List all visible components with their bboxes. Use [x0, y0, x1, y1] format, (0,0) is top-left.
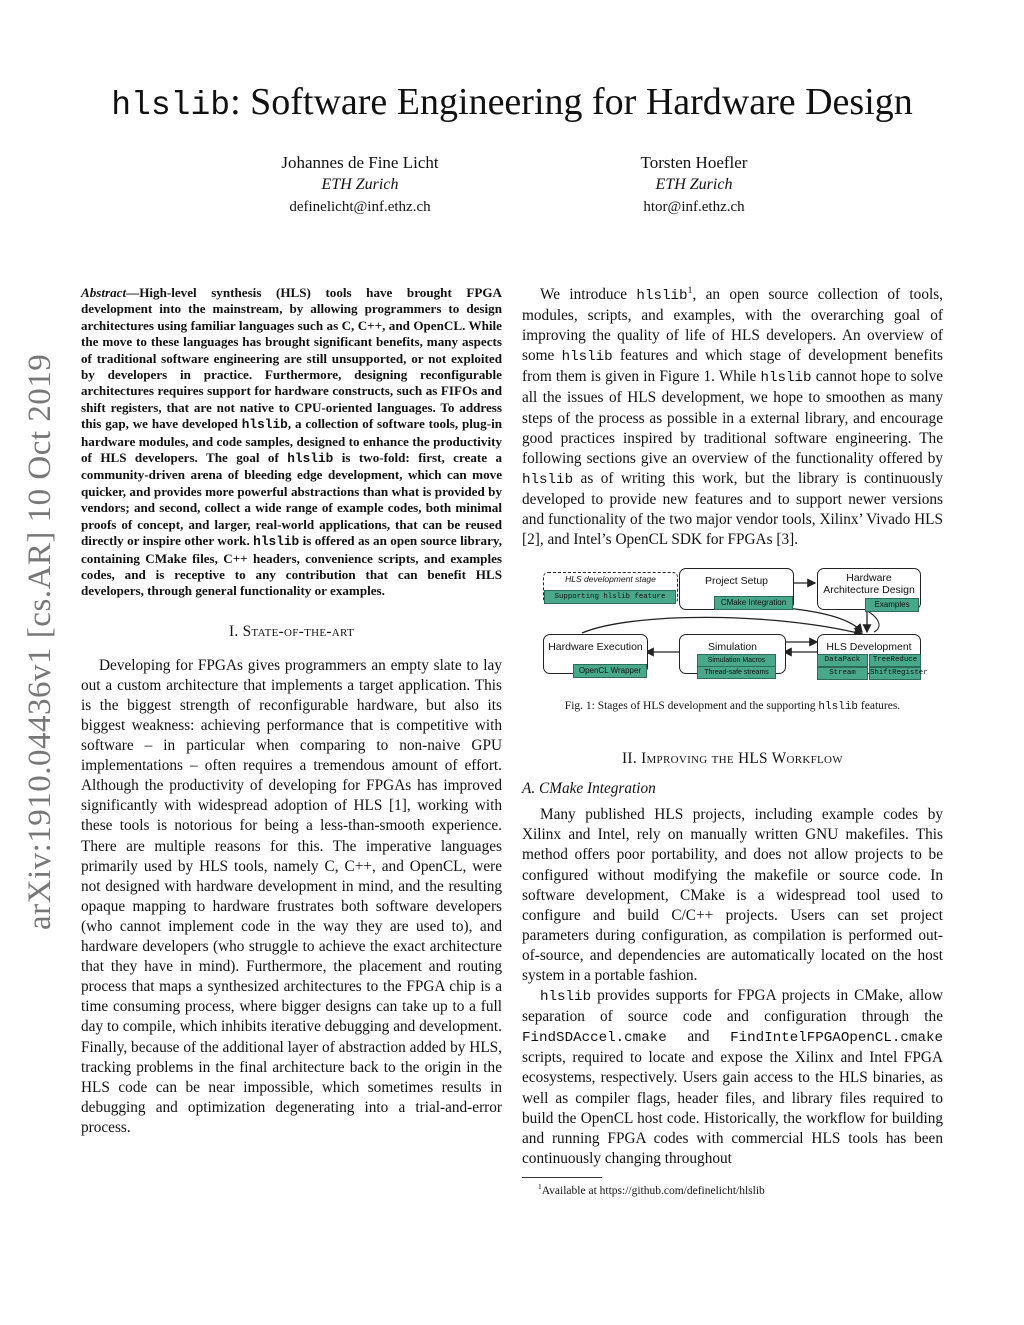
figure-1: [522, 568, 943, 693]
stage-simulation: Simulation: [679, 634, 786, 674]
figure-legend: HLS development stage: [543, 572, 678, 604]
section-2-paragraph-1: Many published HLS projects, including example codes by Xilinx and Intel, rely on manually written GNU makefiles. This method offers poor portability, and does not allow projects to be configured without modifying the makefile or source code. In software development, CMake is a widespread tool used to configure and build C/C++ projects. Users can set project parameters during configuration, as compilation is performed out-of-source, and dependencies are automatically located on the host system in a portable fashion.: [522, 806, 943, 984]
author-affiliation: ETH Zurich: [655, 176, 733, 193]
right-column: [522, 285, 943, 1199]
footnote: $^1$Available at https://github.com/definelicht/hlslib: [538, 1182, 765, 1197]
arxiv-stamp: arXiv:1910.04436v1 [cs.AR] 10 Oct 2019: [22, 353, 58, 930]
stage-hardware-architecture: Hardware Architecture Design: [817, 568, 921, 610]
feature-treereduce: TreeReduce: [869, 654, 921, 667]
title-code: hlslib: [111, 87, 231, 124]
legend-feature-tag: Supporting hlslib feature: [544, 590, 676, 604]
feature-opencl-wrapper: OpenCL Wrapper: [573, 664, 647, 678]
feature-shiftregister: ShiftRegister: [869, 667, 921, 680]
section-1-heading: I. State-of-the-art: [228, 622, 355, 640]
abstract-label: Abstract: [81, 285, 127, 300]
author-name: Johannes de Fine Licht: [281, 153, 439, 172]
title-rest: : Software Engineering for Hardware Design: [230, 81, 913, 123]
section-2-paragraph-2: hlslib provides supports for FPGA projects in CMake, allow separation of source code and configuration through the FindSDAccel.cmake and FindIntelFPGAOpenCL.cmake scripts, required to locate and expose the Xilinx and Intel FPGA ecosystems, respectively. Users gain access to the HLS binaries, as well as compiler flags, header files, and library files required to build the OpenCL host code. Historically, the workflow for building and running FPGA codes with commercial HLS tools has been continuously changing throughout: [522, 987, 943, 1167]
arrow: [582, 618, 862, 635]
stage-hardware-execution: Hardware Execution: [543, 634, 648, 674]
stage-project-setup: Project Setup: [679, 568, 794, 610]
abstract: Abstract—High-level synthesis (HLS) tools have brought FPGA development into the mainstream, by allowing programmers to design architectures using familiar languages such as C, C++, and OpenCL. While the move to these languages has brought significant benefits, many aspects of traditional software engineering are still unsupported, or not exploited by developers in practice. Furthermore, designing reconfigurable architectures requires support for hardware constructs, such as FIFOs and shift registers, that are not native to CPU-oriented languages. To address this gap, we have developed hlslib, a collection of software tools, plug-in hardware modules, and code samples, designed to enhance the productivity of HLS developers. The goal of hlslib is two-fold: first, create a community-driven arena of bleeding edge development, which can move quicker, and provides more powerful abstractions than what is provided by vendors; and second, collect a wide range of example codes, both minimal proofs of concept, and larger, real-world applications, that can be reused directly or inspire other work. hlslib is offered as an open source library, containing CMake files, C++ headers, convenience scripts, and examples codes, and is receptive to any contribution that can benefit HLS developers, through general functionality or examples.: [81, 285, 503, 599]
author-name: Torsten Hoefler: [640, 153, 748, 172]
intro-paragraph: We introduce hlslib$^1$, an open source collection of tools, modules, scripts, and examples, with the overarching goal of improving the quality of life of HLS developers. An overview of some hlslib features and which stage of development benefits from them is given in Figure 1. While hlslib cannot hope to solve all the issues of HLS development, we hope to smoothen as many steps of the process as possible in a external library, and encourage good practices inspired by traditional software engineering. The following sections give an overview of the functionality offered by hlslib as of writing this work, but the library is continuously developed to provide new features and to support newer versions and functionality of the two major vendor tools, Xilinx’ Vivado HLS [2], and Intel’s OpenCL SDK for FPGAs [3].: [522, 284, 944, 549]
footnote-marker: 1: [687, 284, 693, 296]
paper-title: [0, 80, 1024, 126]
figure-caption: Fig. 1: Stages of HLS development and the supporting hlslib features.: [564, 700, 901, 714]
section-2-heading: II. Improving the HLS Workflow: [622, 750, 843, 768]
author-2: [514, 152, 874, 218]
subsection-heading: A. CMake Integration: [522, 780, 656, 798]
feature-threadsafe-streams: Thread-safe streams: [697, 666, 776, 679]
feature-simulation-macros: Simulation Macros: [697, 654, 776, 667]
author-email: htor@inf.ethz.ch: [643, 199, 745, 215]
feature-examples: Examples: [865, 598, 919, 612]
section-1-paragraph: Developing for FPGAs gives programmers an empty slate to lay out a custom architecture that implements a target application. This is the biggest strength of reconfigurable hardware, but also its biggest weakness: achieving performance that is competitive with software – in particular when comparing to non-naive GPU implementations – often requires a tremendous amount of effort. Although the productivity of developing for FPGAs has improved significantly with widespread adoption of HLS [1], working with these tools is notorious for being a less-than-smooth experience. There are multiple reasons for this. The imperative languages primarily used by HLS tools, namely C, C++, and OpenCL, were not designed with hardware development in mind, and the resulting opaque mapping to hardware frustrates both software developers (who cannot implement code in the way they are used to), and hardware developers (who struggle to achieve the exact architecture that they have in mind). Furthermore, the placement and routing process that maps a synthesized architectures to the FPGA chip is a time consuming process, where bigger designs can take up to a full day to compile, which inhibits iterative debugging and development. Finally, because of the additional layer of abstraction added by HLS, tracking problems in the final architecture back to the origin in the HLS code can be near impossible, which sometimes results in debugging and optimization degenerating into a trial-and-error process.: [81, 656, 502, 1136]
feature-stream: Stream: [817, 667, 868, 680]
author-1: [180, 152, 540, 218]
feature-datapack: DataPack: [817, 654, 868, 667]
stage-hls-development: HLS Development: [817, 634, 921, 674]
author-email: definelicht@inf.ethz.ch: [289, 199, 431, 215]
footnote-rule: [522, 1177, 602, 1178]
feature-cmake-integration: CMake Integration: [714, 596, 793, 610]
left-column: [81, 285, 502, 1138]
author-affiliation: ETH Zurich: [321, 176, 399, 193]
